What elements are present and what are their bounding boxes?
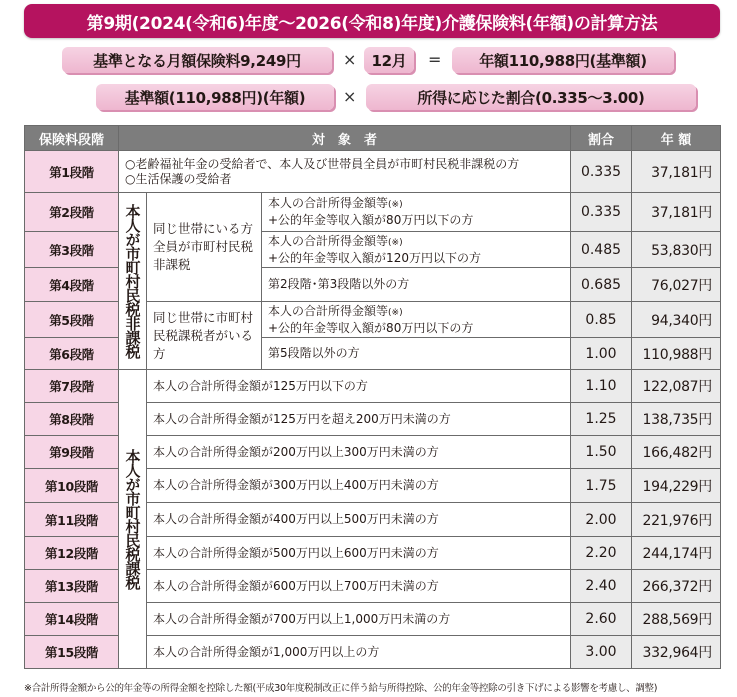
rate-cell: 2.60 <box>571 603 632 636</box>
target-cell: 本人の合計所得金額が600万円以上700万円未満の方 <box>147 570 571 603</box>
amount-cell: 53,830円 <box>632 232 721 268</box>
stage-cell: 第5段階 <box>25 302 119 338</box>
amount-cell: 94,340円 <box>632 302 721 338</box>
rate-cell: 1.50 <box>571 436 632 469</box>
target-cell <box>262 302 571 338</box>
target-cell: 第5段階以外の方 <box>262 338 571 370</box>
target-cell: 本人の合計所得金額が1,000万円以上の方 <box>147 636 571 669</box>
amount-cell: 37,181円 <box>632 193 721 232</box>
rate-cell: 1.00 <box>571 338 632 370</box>
annual-base-box: 年額110,988円(基準額) <box>452 47 674 73</box>
target-line: 本人の合計所得金額等(※) <box>268 196 403 210</box>
stage-cell: 第14段階 <box>25 603 119 636</box>
target-cell: 本人の合計所得金額が300万円以上400万円未満の方 <box>147 469 571 503</box>
rate-cell: 0.485 <box>571 232 632 268</box>
rate-cell: 2.40 <box>571 570 632 603</box>
target-line: 本人の合計所得金額等(※) <box>268 303 403 318</box>
target-cell: 本人の合計所得金額が400万円以上500万円未満の方 <box>147 503 571 537</box>
target-line: +公的年金等収入額が120万円以下の方 <box>268 250 481 265</box>
amount-cell: 194,229円 <box>632 469 721 503</box>
stage-cell: 第10段階 <box>25 469 119 503</box>
target-cell: 第2段階･第3段階以外の方 <box>262 268 571 302</box>
target-cell: 本人の合計所得金額が200万円以上300万円未満の方 <box>147 436 571 469</box>
amount-cell: 166,482円 <box>632 436 721 469</box>
target-cell: 本人の合計所得金額が125万円を超え200万円未満の方 <box>147 403 571 436</box>
stage-cell: 第9段階 <box>25 436 119 469</box>
group-has-taxed: 同じ世帯に市町村民税課税者がいる方 <box>147 302 262 370</box>
rate-cell: 1.10 <box>571 370 632 403</box>
stage-cell: 第15段階 <box>25 636 119 669</box>
amount-cell: 110,988円 <box>632 338 721 370</box>
table-row <box>25 193 721 232</box>
rate-cell: 0.335 <box>571 151 632 193</box>
amount-cell: 244,174円 <box>632 537 721 570</box>
taxed-label: 本人が市町村民税課税 <box>119 370 147 669</box>
target-cell <box>262 232 571 268</box>
stage-cell: 第7段階 <box>25 370 119 403</box>
premium-table <box>24 125 721 669</box>
header-stage: 保険料段階 <box>25 126 119 151</box>
rate-cell: 3.00 <box>571 636 632 669</box>
header-target: 対 象 者 <box>119 126 571 151</box>
target-cell: 本人の合計所得金額が500万円以上600万円未満の方 <box>147 537 571 570</box>
target-line: +公的年金等収入額が80万円以下の方 <box>268 320 474 335</box>
amount-cell: 37,181円 <box>632 151 721 193</box>
header-rate: 割合 <box>571 126 632 151</box>
base-amount-box: 基準額(110,988円)(年額) <box>96 84 334 110</box>
equals-sign: = <box>428 50 442 69</box>
target-cell <box>262 193 571 232</box>
amount-cell: 266,372円 <box>632 570 721 603</box>
stage-cell: 第13段階 <box>25 570 119 603</box>
stage-cell: 第2段階 <box>25 193 119 232</box>
stage-cell: 第12段階 <box>25 537 119 570</box>
stage-cell: 第4段階 <box>25 268 119 302</box>
target-line: ○老齢福祉年金の受給者で、本人及び世帯員全員が市町村民税非課税の方 <box>125 156 520 171</box>
amount-cell: 76,027円 <box>632 268 721 302</box>
stage-cell: 第8段階 <box>25 403 119 436</box>
nontaxed-label: 本人が市町村民税非課税 <box>119 193 147 370</box>
target-line: +公的年金等収入額が80万円以下の方 <box>268 213 474 227</box>
rate-cell: 1.75 <box>571 469 632 503</box>
amount-cell: 138,735円 <box>632 403 721 436</box>
amount-cell: 221,976円 <box>632 503 721 537</box>
rate-cell: 0.85 <box>571 302 632 338</box>
target-line: 本人の合計所得金額等(※) <box>268 233 403 248</box>
rate-cell: 1.25 <box>571 403 632 436</box>
rate-cell: 2.00 <box>571 503 632 537</box>
amount-cell: 288,569円 <box>632 603 721 636</box>
stage-cell: 第6段階 <box>25 338 119 370</box>
table-header <box>25 126 721 151</box>
footnote: ※合計所得金額から公的年金等の所得金額を控除した額(平成30年度税制改正に伴う給与所得控除、公的年金等控除の引き下げによる影響を考慮し、調整) <box>24 683 658 694</box>
monthly-premium-box: 基準となる月額保険料9,249円 <box>62 47 332 73</box>
rate-cell: 2.20 <box>571 537 632 570</box>
amount-cell: 122,087円 <box>632 370 721 403</box>
group-all-nontaxed: 同じ世帯にいる方全員が市町村民税非課税 <box>147 193 262 302</box>
stage-cell: 第1段階 <box>25 151 119 193</box>
amount-cell: 332,964円 <box>632 636 721 669</box>
rate-cell: 0.335 <box>571 193 632 232</box>
target-line: ○生活保護の受給者 <box>125 171 232 186</box>
table-row <box>25 151 721 193</box>
target-cell <box>119 151 571 193</box>
rate-cell: 0.685 <box>571 268 632 302</box>
page-title: 第9期(2024(令和6)年度～2026(令和8)年度)介護保険料(年額)の計算方法 <box>24 4 720 38</box>
target-cell: 本人の合計所得金額が700万円以上1,000万円未満の方 <box>147 603 571 636</box>
table-row <box>25 370 721 403</box>
multiply-sign: × <box>343 87 357 106</box>
multiply-sign: × <box>343 50 357 69</box>
header-amount: 年 額 <box>632 126 721 151</box>
income-ratio-box: 所得に応じた割合(0.335～3.00) <box>366 84 696 110</box>
months-box: 12月 <box>364 47 414 73</box>
stage-cell: 第11段階 <box>25 503 119 537</box>
target-cell: 本人の合計所得金額が125万円以下の方 <box>147 370 571 403</box>
stage-cell: 第3段階 <box>25 232 119 268</box>
